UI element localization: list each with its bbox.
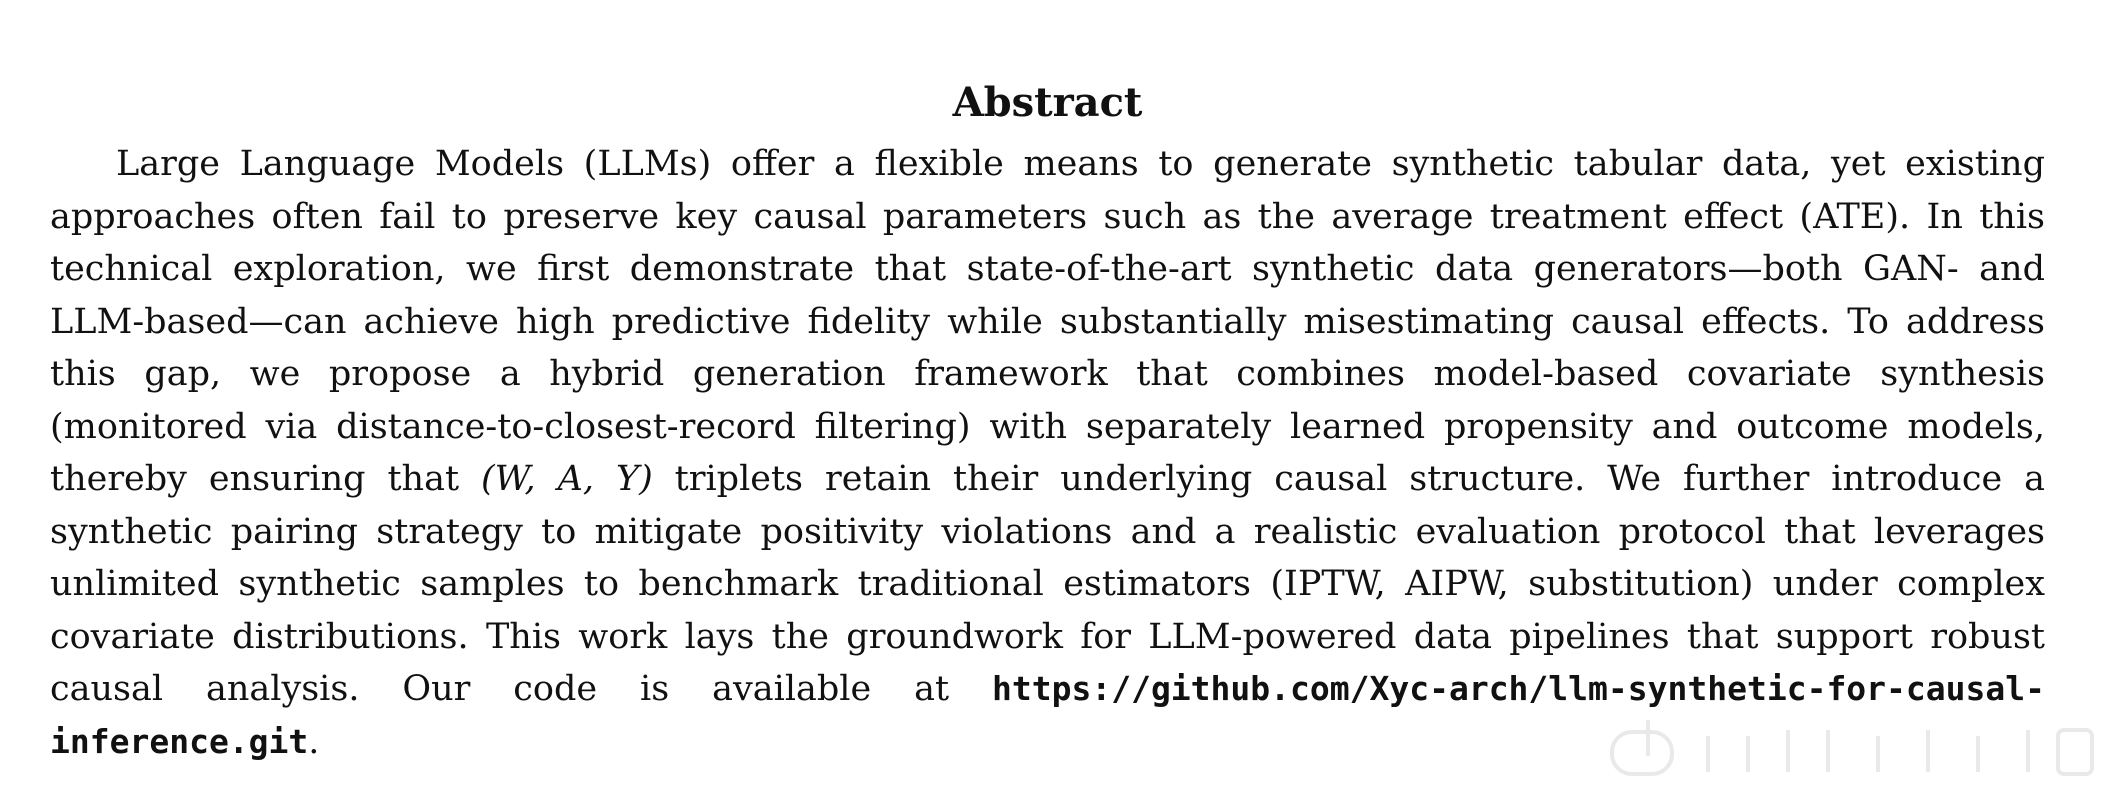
code-url-link[interactable]: https://github.com/Xyc-arch/llm-synthetic-for-causal-inference.git: [50, 669, 2045, 761]
abstract-text-part-2: triplets retain their underlying causal structure. We further introduce a synthetic pairing strategy to mitigate positivity violations and a realistic evaluation protocol that leverages unlimited synthetic samples to benchmark traditional estimators (IPTW, AIPW, substitution) under complex covariate distributions. This work lays the groundwork for LLM-powered data pipelines that support robust causal analysis. Our code is available at: [50, 459, 2045, 709]
math-triplet: (W, A, Y): [481, 459, 653, 499]
abstract-body: [50, 138, 2045, 768]
trailing-period: .: [308, 721, 320, 762]
watermark-logo: [1608, 716, 2098, 786]
abstract-title: Abstract: [952, 79, 1143, 126]
abstract-section: [50, 74, 2045, 768]
abstract-text-part-1: Large Language Models (LLMs) offer a flexible means to generate synthetic tabular data, yet existing approaches often fail to preserve key causal parameters such as the average treatment effect (ATE). In this technical exploration, we first demonstrate that state-of-the-art synthetic data generators—both GAN- and LLM-based—can achieve high predictive fidelity while substantially misestimating causal effects. To address this gap, we propose a hybrid generation framework that combines model-based covariate synthesis (monitored via distance-to-closest-record filtering) with separately learned propensity and outcome models, thereby ensuring that: [50, 144, 2045, 499]
